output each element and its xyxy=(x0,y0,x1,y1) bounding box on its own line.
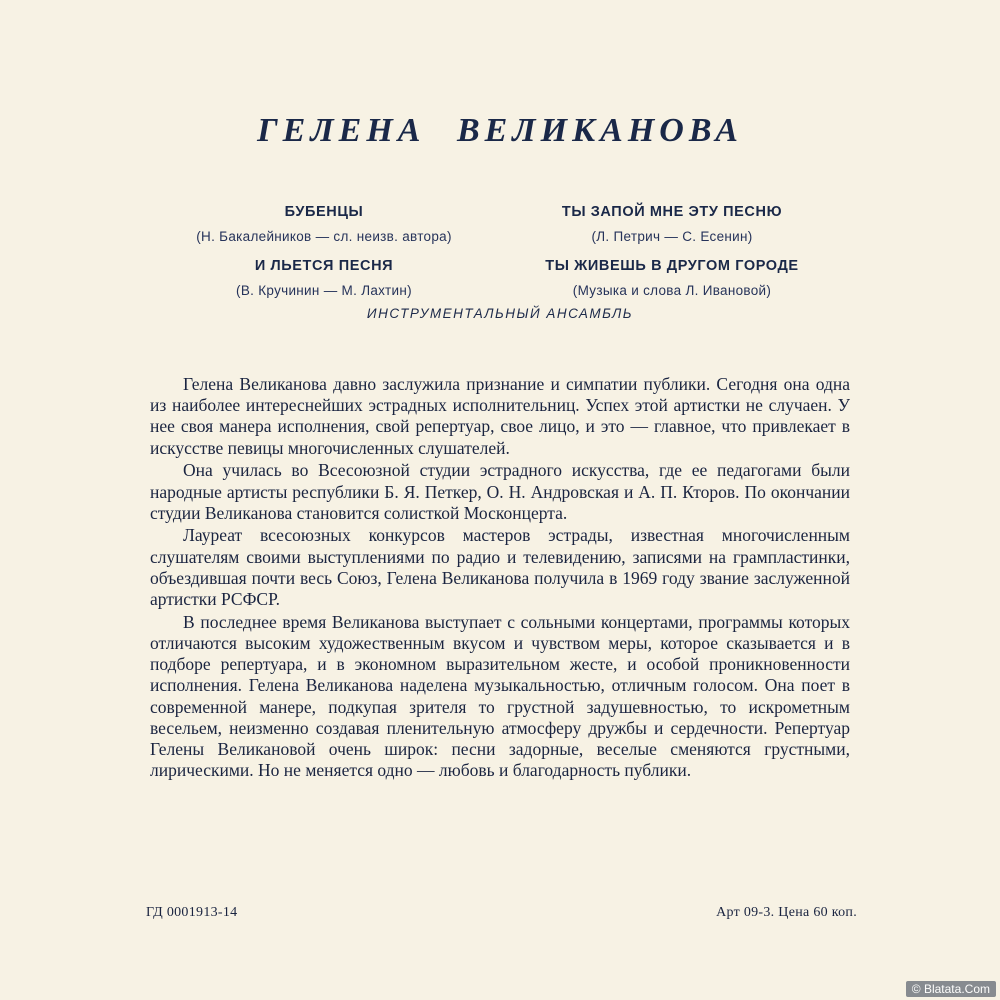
song-name: И ЛЬЕТСЯ ПЕСНЯ xyxy=(254,258,394,274)
song-credit: (Музыка и слова Л. Ивановой) xyxy=(572,283,772,298)
song-entry-1 xyxy=(134,203,514,246)
song-credit: (Н. Бакалейников — сл. неизв. автора) xyxy=(196,229,452,244)
watermark-badge: © Blatata.Com xyxy=(906,981,996,997)
song-name: ТЫ ЗАПОЙ МНЕ ЭТУ ПЕСНЮ xyxy=(561,204,783,220)
song-entry-3 xyxy=(134,257,514,300)
ensemble-label: ИНСТРУМЕНТАЛЬНЫЙ АНСАМБЛЬ xyxy=(366,306,634,321)
song-name: БУБЕНЦЫ xyxy=(284,204,364,220)
artist-title: ГЕЛЕНА ВЕЛИКАНОВА xyxy=(257,112,743,149)
catalog-number: ГД 0001913-14 xyxy=(146,905,238,920)
song-entry-4 xyxy=(482,257,862,300)
paragraph: В последнее время Великанова выступает с сольными концертами, программы которых отличаются высоким художественным вкусом и чувством меры, которое сказывается и в подборе репертуара, и в экономном выразительном жесте, и особой проникновенности исполнения. Гелена Великанова наделена музыкальностью, отличным голосом. Она поет в современной манере, подкупая зрителя то грустной задушевностью, то искрометным весельем, неизменно создавая пленительную атмосферу дружбы и сердечности. Репертуар Гелены Великановой очень широк: песни задорные, веселые сменяются грустными, лирическими. Но не меняется одно — любовь и благодарность публики. xyxy=(150,611,850,781)
price-label: Арт 09-3. Цена 60 коп. xyxy=(716,905,857,920)
biography-text xyxy=(150,374,850,783)
song-entry-2 xyxy=(482,203,862,246)
paragraph: Гелена Великанова давно заслужила признание и симпатии публики. Сегодня она одна из наиболее интереснейших эстрадных исполнительниц. Успех этой артистки не случаен. У нее своя манера исполнения, свой репертуар, свое лицо, и это — главное, что привлекает в искусстве певицы многочисленных слушателей. xyxy=(150,374,850,458)
song-name: ТЫ ЖИВЕШЬ В ДРУГОМ ГОРОДЕ xyxy=(545,258,799,274)
paragraph: Лауреат всесоюзных конкурсов мастеров эстрады, известная многочисленным слушателям своими выступлениями по радио и телевидению, записями на грампластинки, объездившая почти весь Союз, Гелена Великанова получила в 1969 году звание заслуженной артистки РСФСР. xyxy=(150,525,850,610)
paragraph: Она училась во Всесоюзной студии эстрадного искусства, где ее педагогами были народные артисты республики Б. Я. Петкер, О. Н. Андровская и А. П. Кторов. По окончании студии Великанова становится солисткой Москонцерта. xyxy=(150,460,850,523)
song-credit: (В. Кручинин — М. Лахтин) xyxy=(236,283,412,298)
song-credit: (Л. Петрич — С. Есенин) xyxy=(591,229,753,244)
